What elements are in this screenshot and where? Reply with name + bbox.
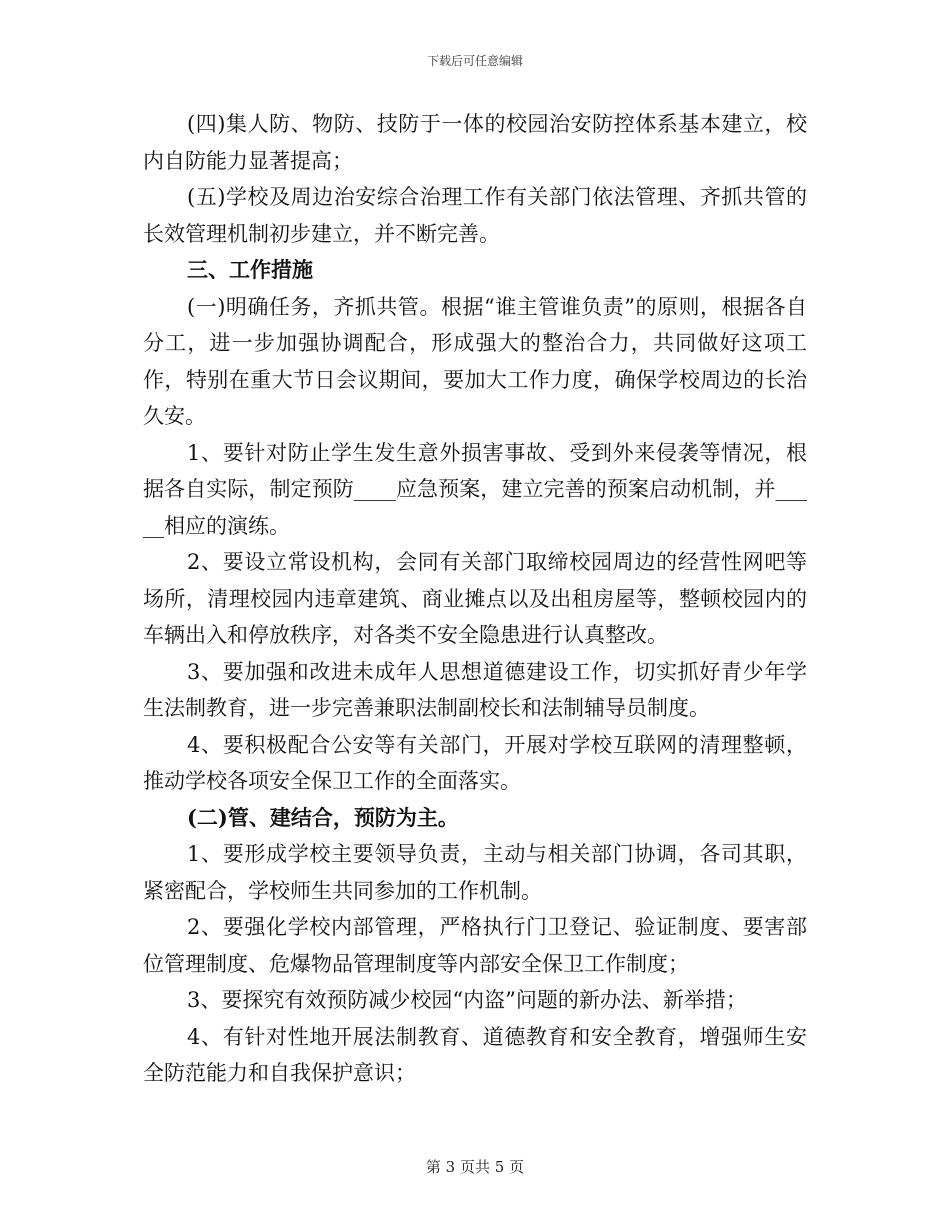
page-header-note: 下载后可任意编辑 <box>426 54 523 68</box>
paragraph-measure-1-point-2: 2、要设立常设机构，会同有关部门取缔校园周边的经营性网吧等场所，清理校园内违章建筑、商业摊点以及出租房屋等，整顿校园内的车辆出入和停放秩序，对各类不安全隐患进行认真整改。 <box>143 550 807 647</box>
paragraph-measure-1-point-1: 1、要针对防止学生发生意外损害事故、受到外来侵袭等情况，根据各自实际，制定预防____应急预案，建立完善的预案启动机制，并_____相应的演练。 <box>143 440 807 538</box>
paragraph-measure-1-point-3: 3、要加强和改进未成年人思想道德建设工作，切实抓好青少年学生法制教育，进一步完善兼职法制副校长和法制辅导员制度。 <box>143 659 807 720</box>
paragraph-measure-1-point-4: 4、要积极配合公安等有关部门，开展对学校互联网的清理整顿，推动学校各项安全保卫工作的全面落实。 <box>143 732 807 793</box>
subheading-measure-2: (二)管、建结合，预防为主。 <box>187 804 459 830</box>
paragraph-measure-1: (一)明确任务，齐抓共管。根据“谁主管谁负责”的原则，根据各自分工，进一步加强协调配合，形成强大的整治合力，共同做好这项工作，特别在重大节日会议期间，要加大工作力度，确保学校周边的长治久安。 <box>143 294 807 428</box>
paragraph-item-4: (四)集人防、物防、技防于一体的校园治安防控体系基本建立，校内自防能力显著提高； <box>143 112 807 173</box>
paragraph-measure-2-point-3: 3、要探究有效预防减少校园“内盗”问题的新办法、新举措； <box>187 988 747 1012</box>
paragraph-measure-2-point-1: 1、要形成学校主要领导负责，主动与相关部门协调，各司其职，紧密配合，学校师生共同参加的工作机制。 <box>143 842 807 903</box>
paragraph-item-5: (五)学校及周边治安综合治理工作有关部门依法管理、齐抓共管的长效管理机制初步建立，并不断完善。 <box>143 185 807 246</box>
paragraph-measure-2-point-4: 4、有针对性地开展法制教育、道德教育和安全教育，增强师生安全防范能力和自我保护意识； <box>143 1024 807 1085</box>
section-heading-work-measures: 三、工作措施 <box>187 257 313 282</box>
page-number-footer: 第 3 页共 5 页 <box>425 1158 525 1176</box>
paragraph-measure-2-point-2: 2、要强化学校内部管理，严格执行门卫登记、验证制度、要害部位管理制度、危爆物品管理制度等内部安全保卫工作制度； <box>143 915 807 976</box>
document-body <box>143 106 807 1092</box>
